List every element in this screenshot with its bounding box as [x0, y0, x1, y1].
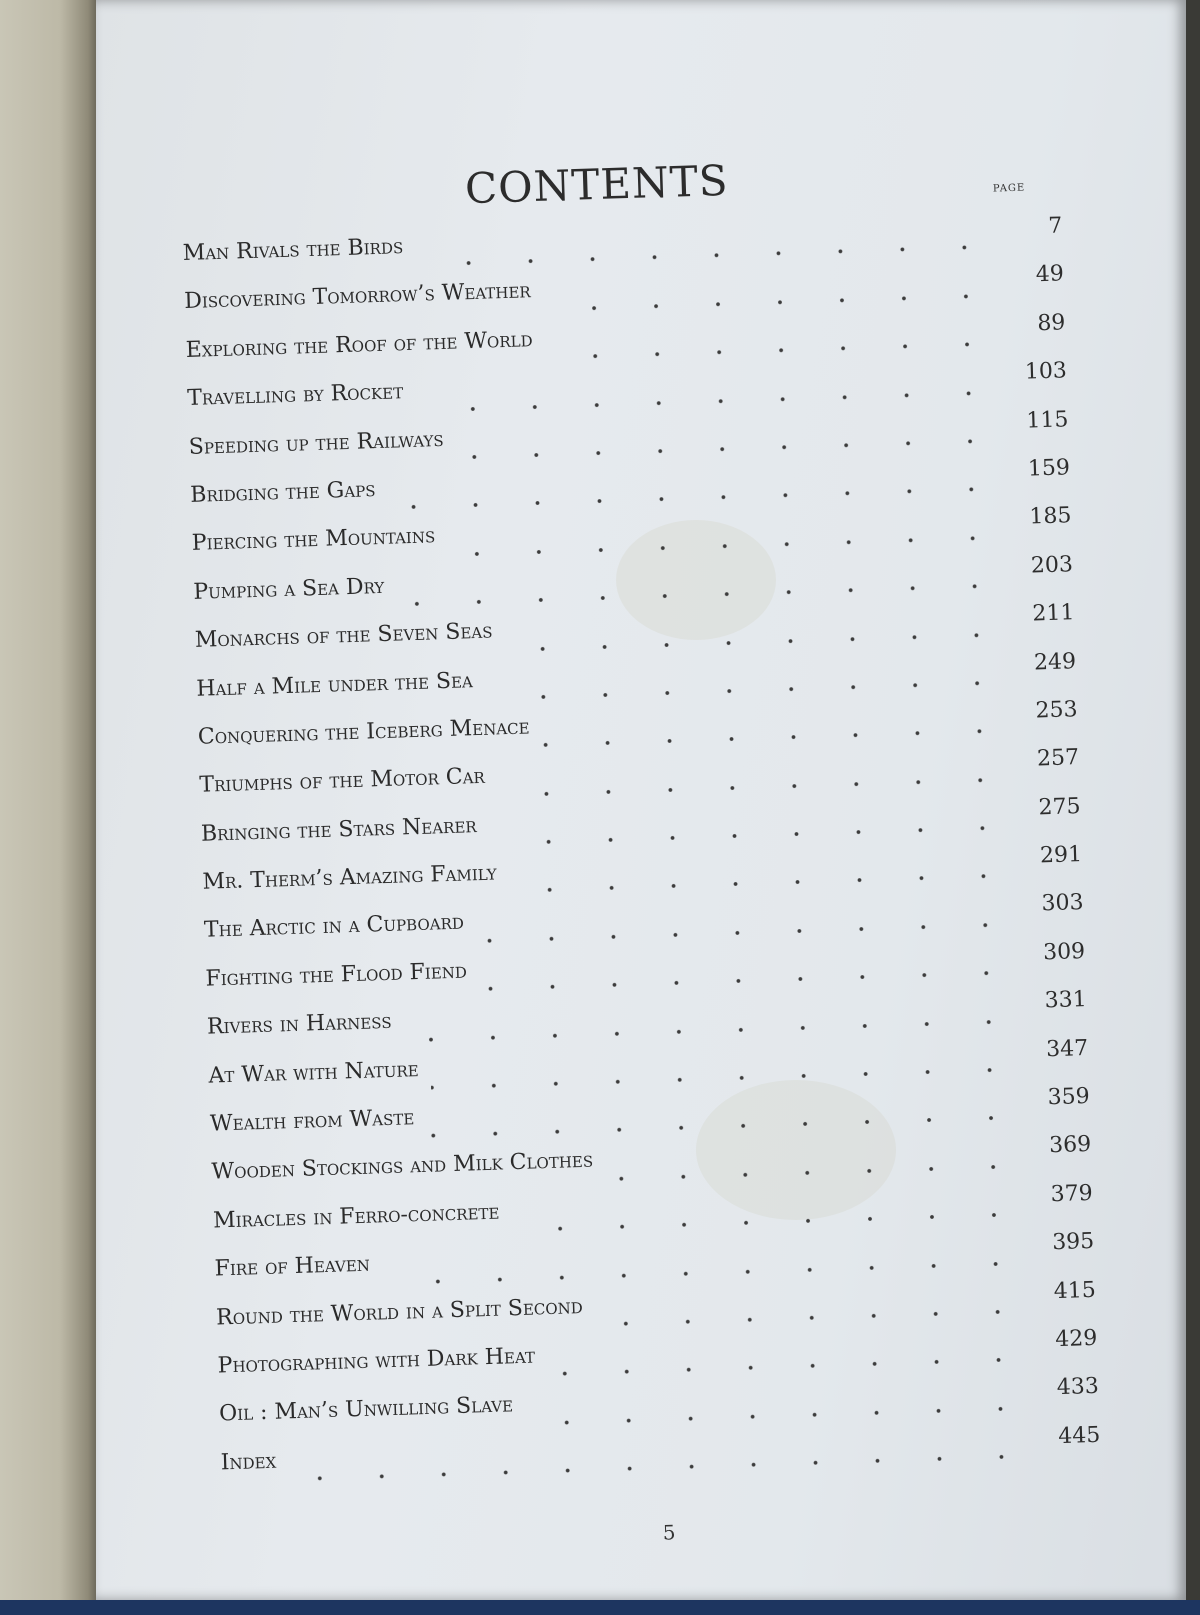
toc-entry-page: 347 — [1045, 1035, 1089, 1062]
toc-entry-title: Monarchs of the Seven Seas — [194, 618, 493, 653]
toc-entry-page: 115 — [1026, 406, 1069, 434]
dot-leader — [512, 1211, 1026, 1233]
toc-entry-title: Fighting the Flood Fiend — [205, 958, 468, 992]
toc-entry-page: 303 — [1041, 890, 1084, 917]
toc-entry-title: The Arctic in a Cupboard — [203, 910, 465, 944]
dot-leader — [416, 389, 1000, 413]
toc-entry-page: 433 — [1056, 1374, 1100, 1401]
toc-entry-page: 395 — [1051, 1229, 1095, 1256]
toc-entry-title: Fire of Heaven — [214, 1251, 371, 1282]
toc-entry-title: Half a Mile under the Sea — [196, 667, 474, 702]
dot-leader — [595, 1308, 1028, 1328]
toc-entry-page: 203 — [1030, 551, 1074, 579]
page-content — [91, 0, 1200, 1615]
toc-entry-page: 185 — [1029, 503, 1072, 530]
toc-entry-title: Speeding up the Railways — [188, 426, 445, 460]
toc-entry-title: Travelling by Rocket — [186, 379, 404, 412]
toc-entry-page: 159 — [1027, 455, 1071, 482]
toc-entry-title: Wealth from Waste — [209, 1105, 415, 1137]
toc-entry-page: 103 — [1024, 358, 1068, 385]
dot-leader — [545, 341, 998, 361]
toc-entry-page: 211 — [1032, 600, 1075, 627]
toc-entry-title: Triumphs of the Motor Car — [199, 764, 486, 799]
toc-entry-title: Man Rivals the Birds — [182, 234, 404, 267]
dot-leader — [543, 292, 996, 312]
toc-entry-title: Conquering the Iceberg Menace — [197, 714, 530, 750]
dot-leader — [456, 437, 1001, 460]
dot-leader — [606, 1163, 1024, 1182]
book-page — [96, 0, 1186, 1600]
toc-entry-page: 445 — [1057, 1422, 1101, 1449]
dot-leader — [476, 921, 1016, 944]
toc-entry-title: Miracles in Ferro-concrete — [212, 1199, 500, 1234]
toc-entry-page: 415 — [1053, 1277, 1097, 1304]
toc-entry-title: Photographing with Dark Heat — [217, 1343, 536, 1379]
dot-leader — [448, 534, 1004, 557]
dot-leader — [289, 1453, 1033, 1482]
toc-entry-page: 359 — [1047, 1083, 1091, 1111]
table-of-contents — [182, 213, 1101, 1498]
toc-entry-page: 331 — [1044, 987, 1088, 1014]
dot-leader — [525, 1405, 1031, 1427]
toc-entry-page: 253 — [1035, 697, 1078, 724]
toc-entry-page: 309 — [1042, 938, 1086, 966]
dot-leader — [388, 486, 1003, 511]
toc-entry-page: 369 — [1048, 1132, 1092, 1159]
page-number: 5 — [662, 1520, 676, 1545]
dot-leader — [416, 244, 995, 268]
dot-leader — [497, 776, 1011, 798]
toc-entry-page: 7 — [1047, 213, 1063, 239]
dot-leader — [479, 969, 1017, 992]
toc-entry-title: Oil : Man’s Unwilling Slave — [218, 1392, 514, 1427]
toc-entry-title: Piercing the Mountains — [191, 523, 436, 557]
toc-entry-title: Wooden Stockings and Milk Clothes — [211, 1148, 594, 1185]
dot-leader — [547, 1356, 1030, 1377]
toc-entry-title: Index — [220, 1448, 277, 1476]
toc-entry-title: Bridging the Gaps — [189, 477, 376, 508]
dot-leader — [427, 1115, 1023, 1140]
toc-entry-title: Mr. Therm’s Amazing Family — [202, 860, 497, 895]
toc-entry-page: 89 — [1036, 310, 1066, 336]
dot-leader — [505, 631, 1007, 653]
dot-leader — [489, 824, 1013, 846]
toc-entry-page: 429 — [1054, 1325, 1098, 1353]
toc-entry-title: Pumping a Sea Dry — [192, 573, 385, 605]
toc-entry-title: Rivers in Harness — [206, 1009, 392, 1040]
dot-leader — [542, 728, 1010, 749]
toc-entry-page: 49 — [1035, 261, 1065, 288]
page-column-label: PAGE — [992, 182, 1026, 195]
toc-entry-title: At War with Nature — [208, 1056, 420, 1089]
toc-entry-page: 379 — [1050, 1180, 1094, 1208]
dot-leader — [509, 873, 1015, 895]
toc-entry-title: Round the World in a Split Second — [215, 1293, 584, 1331]
toc-entry-title: Exploring the Roof of the World — [185, 326, 533, 363]
page-title: CONTENTS — [464, 155, 730, 214]
toc-entry-page: 257 — [1036, 745, 1080, 772]
dot-leader — [485, 679, 1008, 701]
toc-entry-page: 291 — [1039, 842, 1083, 869]
dot-leader — [431, 1066, 1021, 1091]
toc-entry-page: 275 — [1038, 793, 1081, 821]
dot-leader — [404, 1018, 1019, 1043]
toc-entry-title: Bringing the Stars Nearer — [200, 812, 478, 847]
dot-leader — [397, 582, 1006, 607]
toc-entry-title: Discovering Tomorrow’s Weather — [183, 278, 532, 315]
toc-entry-page: 249 — [1033, 648, 1077, 675]
